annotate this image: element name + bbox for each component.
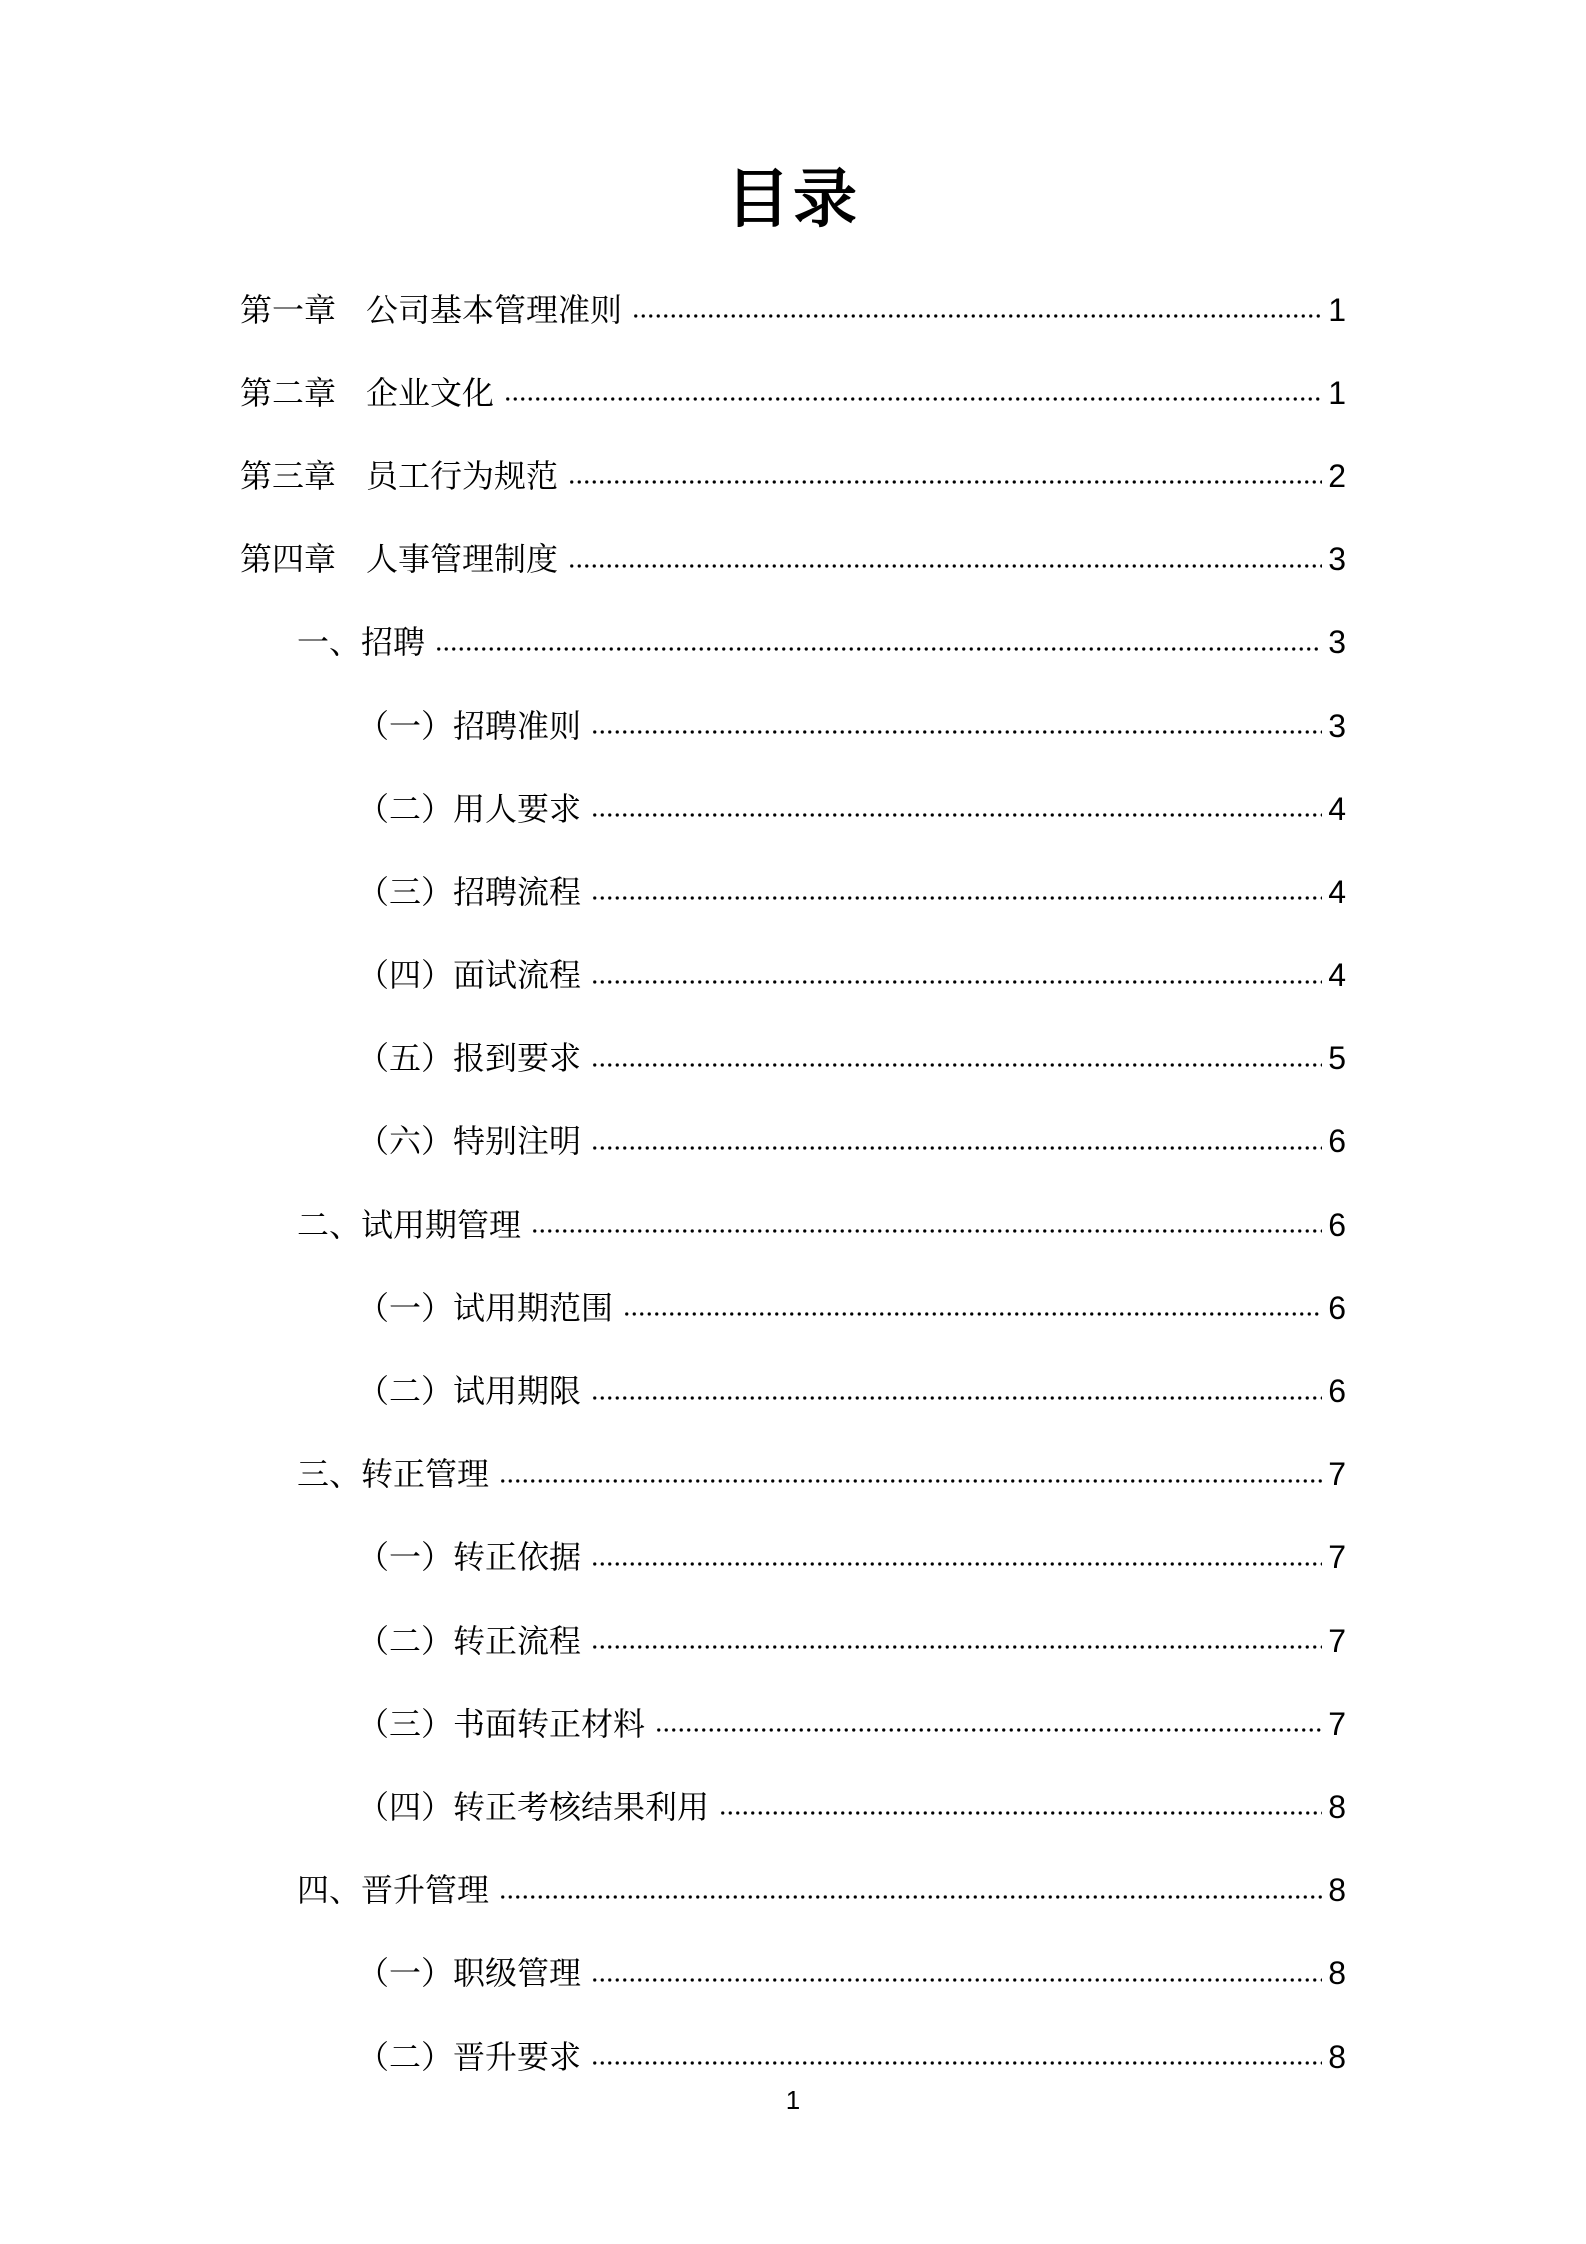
dot-leader xyxy=(655,1708,1322,1740)
entry-page-number: 6 xyxy=(1328,1289,1346,1326)
entry-text: （四）面试流程 xyxy=(357,957,582,994)
entry-text: （二）转正流程 xyxy=(357,1622,582,1659)
entry-text: 二、试用期管理 xyxy=(297,1206,522,1243)
entry-page-number: 3 xyxy=(1328,624,1346,661)
entry-page-number: 6 xyxy=(1328,1373,1346,1410)
dot-leader xyxy=(632,294,1322,326)
entry-label: 第四章 xyxy=(240,541,337,578)
entry-page-number: 3 xyxy=(1328,541,1346,578)
entry-page-number: 7 xyxy=(1328,1705,1346,1742)
toc-entry xyxy=(240,351,1346,434)
entry-text: （一）职级管理 xyxy=(357,1955,582,1992)
dot-leader xyxy=(591,793,1322,825)
toc-entry xyxy=(240,1349,1346,1432)
toc-list xyxy=(240,268,1346,2098)
toc-entry xyxy=(240,1516,1346,1599)
entry-page-number: 7 xyxy=(1328,1456,1346,1493)
entry-title: 人事管理制度 xyxy=(366,541,559,578)
entry-label: 第一章 xyxy=(240,291,337,328)
dot-leader xyxy=(591,2041,1322,2073)
entry-text: （三）招聘流程 xyxy=(357,873,582,910)
toc-entry xyxy=(240,268,1346,351)
dot-leader xyxy=(591,1957,1322,1989)
entry-title: 企业文化 xyxy=(366,374,495,411)
entry-page-number: 4 xyxy=(1328,957,1346,994)
toc-entry xyxy=(240,1932,1346,2015)
toc-entry xyxy=(240,1017,1346,1100)
entry-page-number: 8 xyxy=(1328,1872,1346,1909)
entry-text: （五）报到要求 xyxy=(357,1040,582,1077)
document-title: 目录 xyxy=(726,163,860,235)
footer-page-number: 1 xyxy=(785,2085,801,2115)
entry-page-number: 5 xyxy=(1328,1040,1346,1077)
toc-entry xyxy=(240,1682,1346,1765)
entry-page-number: 7 xyxy=(1328,1622,1346,1659)
entry-text: 三、转正管理 xyxy=(297,1456,490,1493)
toc-entry xyxy=(240,518,1346,601)
entry-page-number: 4 xyxy=(1328,873,1346,910)
entry-page-number: 6 xyxy=(1328,1206,1346,1243)
entry-page-number: 3 xyxy=(1328,707,1346,744)
dot-leader xyxy=(435,626,1322,658)
dot-leader xyxy=(591,1625,1322,1657)
entry-text: （四）转正考核结果利用 xyxy=(357,1788,710,1825)
entry-page-number: 8 xyxy=(1328,2038,1346,2075)
entry-label: 第二章 xyxy=(240,374,337,411)
toc-entry xyxy=(240,1849,1346,1932)
entry-text: （二）用人要求 xyxy=(357,790,582,827)
dot-leader xyxy=(499,1458,1322,1490)
entry-page-number: 8 xyxy=(1328,1788,1346,1825)
entry-text: （六）特别注明 xyxy=(357,1123,582,1160)
toc-entry xyxy=(240,1599,1346,1682)
toc-entry xyxy=(240,1433,1346,1516)
entry-page-number: 1 xyxy=(1328,374,1346,411)
dot-leader xyxy=(591,876,1322,908)
dot-leader xyxy=(591,1125,1322,1157)
dot-leader xyxy=(568,543,1322,575)
dot-leader xyxy=(591,959,1322,991)
dot-leader xyxy=(591,1541,1322,1573)
entry-page-number: 6 xyxy=(1328,1123,1346,1160)
entry-page-number: 8 xyxy=(1328,1955,1346,1992)
toc-entry xyxy=(240,684,1346,767)
entry-label: 第三章 xyxy=(240,457,337,494)
toc-entry xyxy=(240,1183,1346,1266)
toc-entry xyxy=(240,434,1346,517)
dot-leader xyxy=(591,1042,1322,1074)
entry-page-number: 2 xyxy=(1328,457,1346,494)
dot-leader xyxy=(504,377,1322,409)
dot-leader xyxy=(591,710,1322,742)
entry-title: 员工行为规范 xyxy=(366,457,559,494)
toc-entry xyxy=(240,850,1346,933)
toc-entry xyxy=(240,1765,1346,1848)
entry-text: 四、晋升管理 xyxy=(297,1872,490,1909)
dot-leader xyxy=(591,1375,1322,1407)
entry-page-number: 7 xyxy=(1328,1539,1346,1576)
entry-title: 公司基本管理准则 xyxy=(366,291,623,328)
entry-page-number: 4 xyxy=(1328,790,1346,827)
dot-leader xyxy=(568,460,1322,492)
entry-text: 一、招聘 xyxy=(297,624,426,661)
entry-text: （一）试用期范围 xyxy=(357,1289,614,1326)
toc-entry xyxy=(240,1100,1346,1183)
toc-entry xyxy=(240,767,1346,850)
toc-entry xyxy=(240,934,1346,1017)
dot-leader xyxy=(623,1292,1322,1324)
toc-entry xyxy=(240,1266,1346,1349)
entry-text: （一）转正依据 xyxy=(357,1539,582,1576)
dot-leader xyxy=(499,1874,1322,1906)
entry-text: （三）书面转正材料 xyxy=(357,1705,646,1742)
toc-entry xyxy=(240,601,1346,684)
dot-leader xyxy=(531,1209,1322,1241)
entry-text: （二）试用期限 xyxy=(357,1373,582,1410)
entry-text: （二）晋升要求 xyxy=(357,2038,582,2075)
dot-leader xyxy=(719,1791,1322,1823)
entry-page-number: 1 xyxy=(1328,291,1346,328)
entry-text: （一）招聘准则 xyxy=(357,707,582,744)
